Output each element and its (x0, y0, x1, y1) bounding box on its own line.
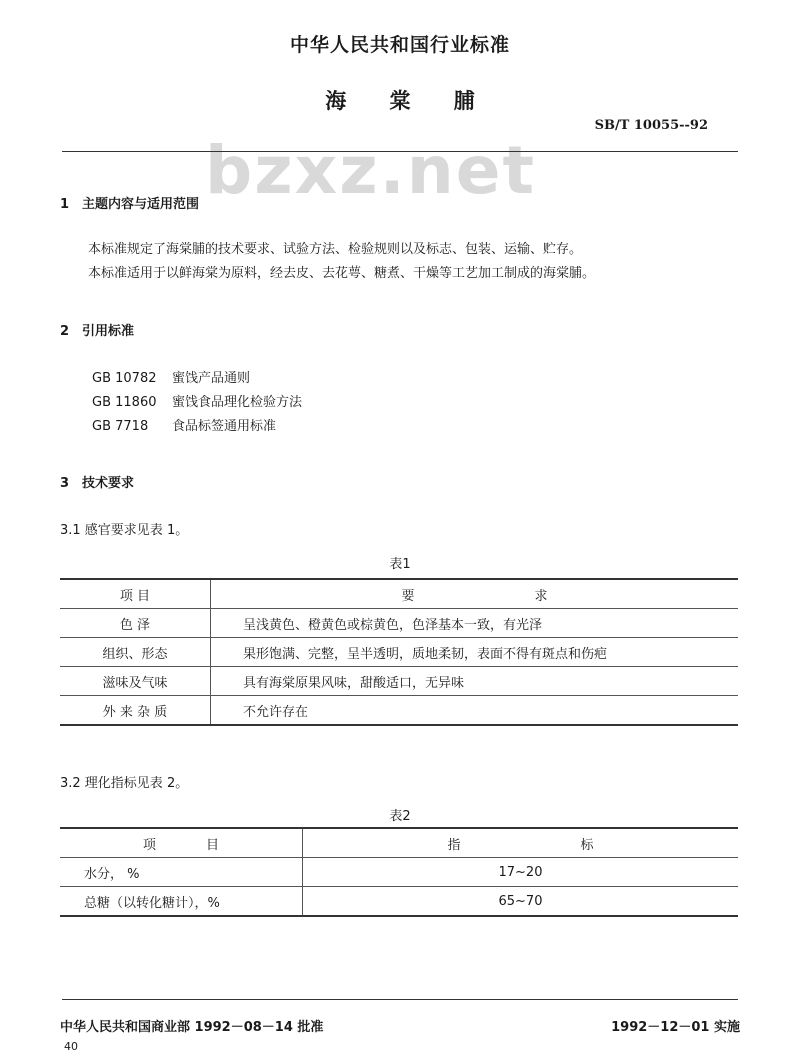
reference-item (92, 391, 302, 415)
paragraph: 本标准适用于以鲜海棠为原料，经去皮、去花萼、糖煮、干燥等工艺加工制成的海棠脯。 (88, 266, 596, 281)
ref-code: GB 10782 (92, 371, 157, 386)
item-cell: 色 泽 (60, 609, 211, 638)
item-cell: 总糖（以转化糖计），% (60, 887, 303, 917)
ref-name: 食品标签通用标准 (172, 419, 277, 434)
header-cell: 指标 (303, 828, 739, 858)
item-cell: 水分， % (60, 858, 303, 887)
section-3-heading (60, 472, 134, 491)
page-number: 40 (64, 1040, 78, 1053)
ref-code: GB 11860 (92, 395, 157, 410)
section-title: 引用标准 (82, 324, 135, 339)
table-row (60, 609, 738, 638)
item-cell: 滋味及气味 (60, 667, 211, 696)
header-cell: 要求 (211, 579, 739, 609)
reference-item (92, 367, 302, 391)
section-title: 技术要求 (82, 476, 135, 491)
table-1-caption: 表1 (389, 557, 411, 572)
table-row (60, 696, 738, 726)
footer-rule (62, 999, 738, 1000)
ref-code: GB 7718 (92, 419, 149, 434)
paragraph: 本标准规定了海棠脯的技术要求、试验方法、检验规则以及标志、包装、运输、贮存。 (88, 242, 583, 257)
header-cell: 项目 (60, 828, 303, 858)
item-cell: 外 来 杂 质 (60, 696, 211, 726)
table-header-row (60, 579, 738, 609)
table-row (60, 638, 738, 667)
value-cell: 17~20 (303, 858, 739, 887)
header-rule (62, 151, 738, 152)
ref-name: 蜜饯食品理化检验方法 (172, 395, 303, 410)
section-2-heading (60, 320, 134, 339)
value-cell: 65~70 (303, 887, 739, 917)
section-title: 主题内容与适用范围 (82, 197, 200, 212)
header-cell: 项 目 (60, 579, 211, 609)
org-title: 中华人民共和国行业标准 (289, 34, 510, 56)
section-number: 3 (60, 476, 70, 491)
requirement-cell: 果形饱满、完整，呈半透明，质地柔韧，表面不得有斑点和伤疤 (211, 638, 739, 667)
section-number: 1 (60, 197, 70, 212)
approval-line: 中华人民共和国商业部 1992－08－14 批准 (60, 1020, 324, 1035)
physicochemical-indicators-table (60, 827, 738, 917)
table-2-caption: 表2 (389, 809, 411, 824)
standard-number: SB/T 10055--92 (594, 118, 708, 133)
table-row (60, 887, 738, 917)
document-title: 海 棠 脯 (325, 89, 493, 113)
reference-item (92, 415, 302, 439)
table-row (60, 858, 738, 887)
requirement-cell: 呈浅黄色、橙黄色或棕黄色，色泽基本一致，有光泽 (211, 609, 739, 638)
sensory-requirements-table (60, 578, 738, 726)
item-cell: 组织、形态 (60, 638, 211, 667)
requirement-cell: 具有海棠原果风味，甜酸适口，无异味 (211, 667, 739, 696)
section-number: 2 (60, 324, 70, 339)
table-row (60, 667, 738, 696)
clause-3-1: 3.1 感官要求见表 1。 (60, 523, 189, 538)
table-header-row (60, 828, 738, 858)
reference-list (92, 367, 302, 439)
ref-name: 蜜饯产品通则 (172, 371, 251, 386)
section-1-heading (60, 193, 199, 212)
clause-3-2: 3.2 理化指标见表 2。 (60, 776, 189, 791)
requirement-cell: 不允许存在 (211, 696, 739, 726)
watermark: bzxz.net (205, 132, 537, 209)
implementation-date: 1992－12－01 实施 (611, 1020, 740, 1035)
section-1-body (88, 238, 595, 286)
